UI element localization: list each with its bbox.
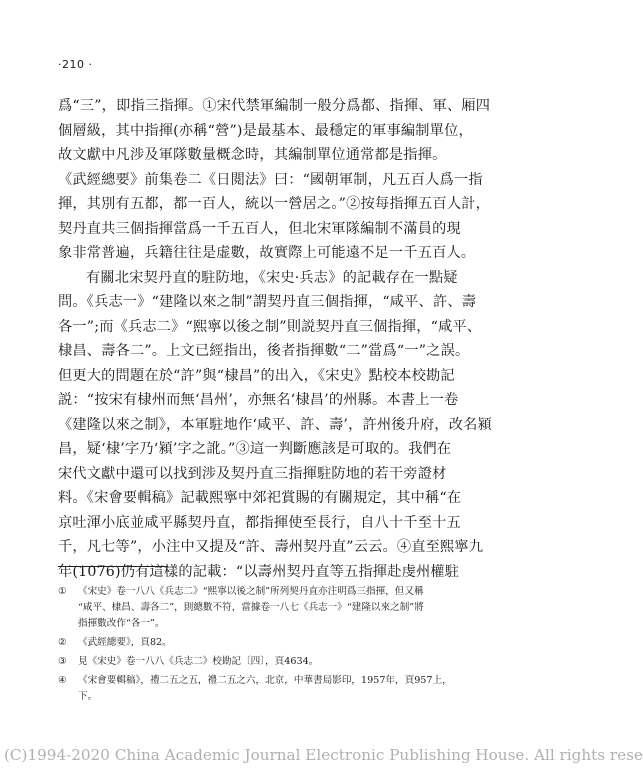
footnote-text (78, 673, 458, 705)
footnote-mark: ③ (58, 656, 67, 667)
footnote (58, 654, 458, 670)
footnote-line: 《宋史》卷一八八《兵志二》“熙寧以後之制”所列契丹直亦注明爲三指揮，但又稱 (78, 586, 424, 597)
footnote-mark: ② (58, 637, 67, 648)
body-line: 但更大的問題在於“許”與“棣昌”的出入，《宋史》點校本校勘記 (58, 367, 455, 384)
footnote-line: 《武經總要》，頁82。 (78, 637, 172, 648)
footnote (58, 584, 458, 632)
body-line: 有關北宋契丹直的駐防地，《宋史·兵志》的記載存在一點疑 (86, 269, 458, 286)
footnote-line: 見《宋史》卷一八八《兵志二》校勘記〔四〕，頁4634。 (78, 656, 319, 667)
body-line: 爲“三”，即指三指揮。①宋代禁軍編制一般分爲都、指揮、軍、厢四 (58, 98, 491, 114)
footnote-text (78, 635, 458, 651)
footnote-line: 指揮數改作“各一”。 (78, 618, 165, 629)
body-line: 千，凡七等”，小注中又提及“許、壽州契丹直”云云。④直至熙寧九 (58, 539, 484, 555)
footnote-mark: ① (58, 586, 67, 597)
body-line: 揮，其別有五都，都一百人，統以一營居之。”②按每指揮五百人計， (58, 196, 490, 212)
footnote-line: “咸平、棣昌、壽各二”，則總數不符，當據卷一八七《兵志一》“建隆以來之制”將 (78, 602, 424, 613)
footnote-line: 下。 (78, 691, 98, 702)
body-text (58, 94, 492, 584)
footnote-text (78, 654, 458, 670)
body-line: 問。《兵志一》“建隆以來之制”謂契丹直三個指揮，“咸平、許、壽 (58, 294, 477, 310)
body-line: 説：“按宋有棣州而無‘昌州’，亦無名‘棣昌’的州縣。本書上一卷 (58, 392, 459, 408)
footnote (58, 673, 458, 705)
body-line: 象非常普遍，兵籍往往是虚數，故實際上可能遠不足一千五百人。 (58, 245, 476, 261)
footnote-divider (58, 566, 168, 567)
body-line: 年(1076)仍有這樣的記載：“以壽州契丹直等五指揮赴虔州權駐 (58, 563, 460, 580)
body-line: 宋代文獻中還可以找到涉及契丹直三指揮駐防地的若干旁證材 (58, 465, 447, 482)
body-line: 京吐渾小底並咸平縣契丹直，都指揮使至長行，自八十千至十五 (58, 514, 461, 531)
body-line: 故文獻中凡涉及軍隊數量概念時，其編制單位通常都是指揮。 (58, 147, 447, 163)
body-line: 契丹直共三個指揮當爲一千五百人，但北宋軍隊編制不滿員的現 (58, 220, 461, 237)
footnote-text (78, 584, 458, 632)
page-number: ·210 · (58, 58, 93, 71)
body-line: 昌，疑‘棣’字乃‘潁’字之訛。”③這一判斷應該是可取的。我們在 (58, 441, 452, 457)
body-line: 《武經總要》前集卷二《日閲法》曰：“國朝軍制，凡五百人爲一指 (58, 171, 483, 188)
body-line: 《建隆以來之制》，本軍駐地作‘咸平、許、壽’，許州後升府，改名潁 (58, 416, 492, 433)
body-line: 各一”;而《兵志二》“熙寧以後之制”則説契丹直三個指揮，“咸平、 (58, 318, 482, 335)
body-line: 個層級，其中指揮(亦稱“營”)是最基本、最穩定的軍事編制單位， (58, 122, 473, 139)
footnote-line: 《宋會要輯稿》，禮二五之五，禮二五之六，北京，中華書局影印，1957年，頁957上， (78, 675, 452, 686)
body-line: 料。《宋會要輯稿》記載熙寧中郊祀賞賜的有關規定，其中稱“在 (58, 490, 462, 506)
footnote (58, 635, 458, 651)
footnotes (58, 584, 458, 708)
footnote-mark: ④ (58, 675, 67, 686)
body-line: 棣昌、壽各二”。上文已經指出，後者指揮數“二”當爲“一”之誤。 (58, 343, 470, 359)
copyright-watermark: (C)1994-2020 China Academic Journal Electronic Publishing House. All rights rese (4, 746, 643, 764)
